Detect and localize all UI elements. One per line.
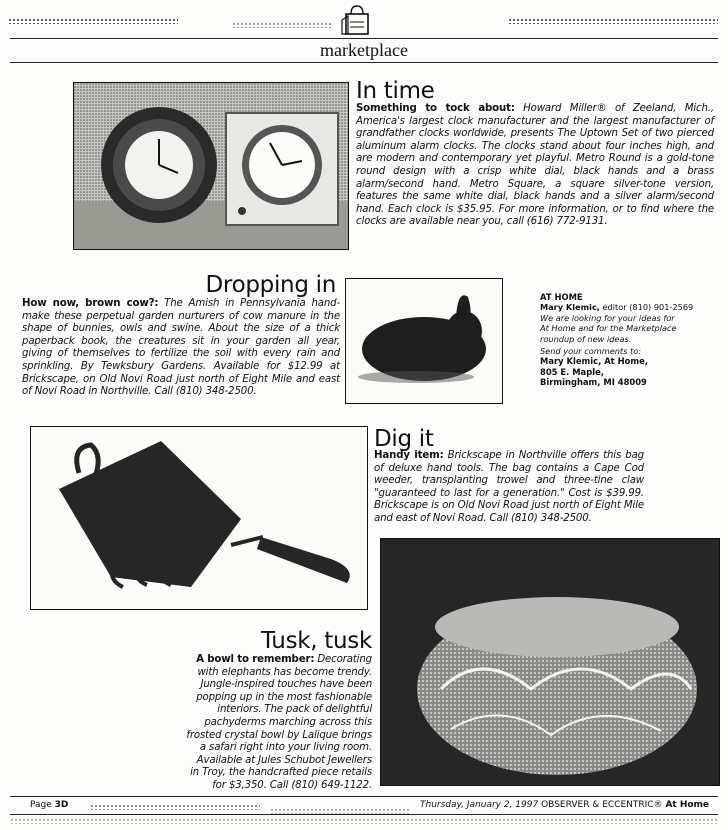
masthead-rule-bottom: [10, 62, 718, 63]
garden-tools-photo: [30, 426, 368, 610]
footer-rule-bottom: [10, 814, 718, 815]
sidebar-line: At Home and for the Marketplace: [540, 323, 677, 334]
footer-rule-top: [10, 796, 718, 797]
article-body-in-time: [356, 103, 714, 229]
sidebar-line: roundup of new ideas.: [540, 333, 632, 344]
masthead-dots-left: [8, 18, 178, 24]
masthead-dots-mid: [232, 22, 332, 28]
sidebar-address-line: Birmingham, MI 48009: [540, 377, 647, 388]
bunny-photo: [345, 278, 503, 404]
footer-dots-bottom: [10, 818, 718, 824]
sidebar-heading: AT HOME: [540, 292, 583, 302]
article-text: Brickscape in Northville offers this bag of deluxe hand tools. The bag contains a Cape Cod weeder, transplanting trowel and three-tine claw "guaranteed to last for a generation." Cost is $39.99. Brickscape is on Old Novi Road just north of Eight Mile and east of Novi Road. Call (810) 348-2500.: [374, 450, 644, 524]
footer-paper: OBSERVER & ECCENTRIC®: [541, 800, 663, 810]
at-home-sidebar: [540, 292, 720, 388]
shopping-bag-icon: [338, 4, 376, 36]
section-title: marketplace: [320, 40, 408, 60]
sidebar-address-line: 805 E. Maple,: [540, 366, 604, 377]
article-body-dropping-in: [22, 298, 340, 399]
article-body-tusk-tusk: [186, 654, 372, 793]
footer-dots-left: [90, 804, 260, 810]
headline-dig-it: Dig it: [374, 426, 434, 452]
article-lead: How now, brown cow?:: [22, 298, 159, 309]
footer-date: Thursday, January 2, 1997: [420, 800, 539, 810]
sidebar-send-label: Send your comments to:: [540, 346, 641, 357]
footer-section: At Home: [665, 800, 710, 810]
clocks-photo: [73, 82, 349, 250]
article-lead: Something to tock about:: [356, 103, 515, 114]
sidebar-editor-name: Mary Klemic,: [540, 302, 600, 313]
article-text: The Amish in Pennsylvania hand-make these perpetual garden nurturers of cow manure in the shape of bunnies, owls and swine. About the size of a thick paperback book, the creatures sit in your garden all year, giving of themselves to fertilize the soil with every rain and sprinkling. By Tewksbury Gardens. Available for $12.99 at Brickscape, on Old Novi Road just north of Eight Mile and east of Novi Road in Northville. Call (810) 348-2500.: [22, 298, 340, 398]
sidebar-address-line: Mary Klemic, At Home,: [540, 356, 648, 367]
article-text: Howard Miller® of Zeeland, Mich., America's largest clock manufacturer and the largest manufacturer of grandfather clocks worldwide, presents The Uptown Set of two pierced aluminum alarm clocks. The clocks stand about four inches high, and are modern and contemporary yet playful. Metro Round is a gold-tone round design with a crisp white dial, black hands and a brass alarm/second hand. Metro Square, a square silver-tone version, features the same white dial, black hands and a silver alarm/second hand. Each clock is $35.95. For more information, or to find where the clocks are available near you, call (616) 772-9131.: [356, 103, 714, 228]
headline-dropping-in: Dropping in: [205, 272, 336, 298]
footer-date-line: [420, 800, 709, 810]
footer-page: [30, 800, 68, 810]
masthead-rule-top: [10, 38, 718, 39]
sidebar-editor: [540, 302, 720, 312]
sidebar-editor-contact: editor (810) 901-2569: [602, 302, 694, 313]
headline-tusk-tusk: Tusk, tusk: [261, 628, 372, 654]
article-body-dig-it: [374, 450, 644, 526]
masthead-dots-right: [508, 18, 718, 24]
sidebar-line: We are looking for your ideas for: [540, 312, 675, 323]
crystal-bowl-photo: [380, 538, 720, 786]
footer-page-prefix: Page: [30, 800, 52, 810]
article-lead: Handy item:: [374, 450, 444, 461]
article-text: Decorating with elephants has become trendy. Jungle-inspired touches have been popping up in the most fashionable interiors. The pack of delightful pachyderms marching across this frosted crystal bowl by Lalique brings a safari right into your living room. Available at Jules Schubot Jewellers in Troy, the handcrafted piece retails for $3,350. Call (810) 649-1122.: [186, 654, 372, 791]
footer-page-number: 3D: [54, 800, 69, 810]
headline-in-time: In time: [356, 78, 435, 104]
article-lead: A bowl to remember:: [196, 654, 315, 665]
